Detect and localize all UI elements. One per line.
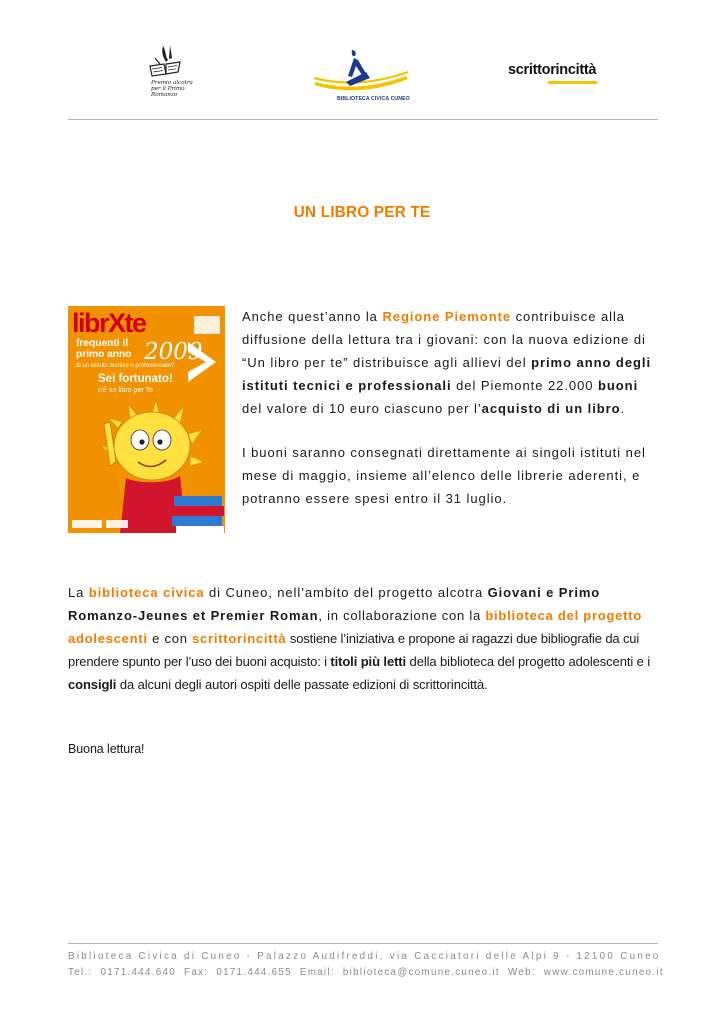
premio-logo-text: Premio alcotra per il Primo Romanzo	[151, 80, 193, 99]
footer-divider	[68, 943, 658, 944]
header-divider	[68, 119, 658, 120]
titoli-piu-letti-highlight: titoli più letti	[330, 654, 407, 669]
project-paragraph: La biblioteca civica di Cuneo, nell’ambito del progetto alcotra Giovani e Primo Romanzo-Jeunes et Premier Roman, in collaborazione con la biblioteca del progetto adolescenti e con scrittorincittà sostiene l’iniziativa e propone ai ragazzi due bibliografie da cui prendere spunto per l’uso dei buoni acquisto: i titoli più letti della biblioteca del progetto adolescenti e i consigli da alcuni degli autori ospiti delle passate edizioni di scrittorincittà.	[68, 585, 651, 692]
cover-image	[68, 306, 225, 533]
progetto-alcotra-highlight: Giovani e Primo Romanzo-Jeunes et Premier Roman	[68, 585, 601, 623]
intro-paragraph-1: Anche quest’anno la Regione Piemonte contribuisce alla diffusione della lettura tra i giovani: con la nuova edizione di “Un libro per te” distribuisce agli allievi del primo anno degli istituti tecnici e professionali del Piemonte 22.000 buoni del valore di 10 euro ciascuno per l’acquisto di un libro.	[242, 309, 652, 416]
biblioteca-adolescenti-highlight: biblioteca del progetto adolescenti	[68, 608, 643, 646]
reader-figure-icon	[308, 48, 416, 96]
buoni-highlight: buoni	[598, 378, 639, 393]
footer-contacts: Tel.: 0171.444.640 Fax: 0171.444.655 Email: biblioteca@comune.cuneo.it Web: www.comune.cuneo.it	[68, 967, 664, 978]
regione-piemonte-highlight: Regione Piemonte	[382, 309, 512, 324]
intro-text	[242, 305, 662, 510]
quill-book-icon	[146, 44, 188, 84]
biblioteca-civica-highlight: biblioteca civica	[88, 585, 205, 600]
scrittorincitta-underline	[548, 81, 597, 84]
biblioteca-civica-logo	[308, 48, 416, 108]
cover-year: 2009	[144, 339, 203, 365]
cover-line-2: primo anno	[76, 349, 132, 360]
biblioteca-logo-text: BIBLIOTECA CIVICA CUNEO	[337, 96, 410, 102]
cover-line-3: di un istituto tecnico o professionale?	[76, 363, 175, 369]
cover-line-4: Sei fortunato!	[98, 373, 173, 385]
scrittorincitta-highlight: scrittorincittà	[192, 631, 287, 646]
acquisto-highlight: acquisto di un libro	[481, 401, 621, 416]
premio-primo-romanzo-logo	[146, 44, 193, 106]
cover-logo-text: librXte	[72, 308, 146, 338]
closing-text: Buona lettura!	[68, 742, 145, 756]
page-title: UN LIBRO PER TE	[293, 204, 431, 221]
consigli-highlight: consigli	[68, 677, 117, 692]
scrittorincitta-logo-text: scrittorincittà	[508, 62, 597, 78]
intro-paragraph-2: I buoni saranno consegnati direttamente ai singoli istituti nel mese di maggio, insieme all’elenco delle librerie aderenti, e potranno essere spesi entro il 31 luglio.	[242, 445, 646, 506]
cover-line-1: frequenti il	[76, 338, 129, 349]
scrittorincitta-logo	[508, 62, 596, 78]
footer-address: Biblioteca Civica di Cuneo - Palazzo Audifreddi, via Cacciatori delle Alpi 9 - 12100 Cuneo	[68, 951, 661, 962]
cover-line-5: c'è un libro per Te	[98, 387, 153, 394]
footer	[68, 949, 664, 981]
primo-anno-highlight: primo anno degli istituti tecnici e professionali	[242, 355, 652, 393]
